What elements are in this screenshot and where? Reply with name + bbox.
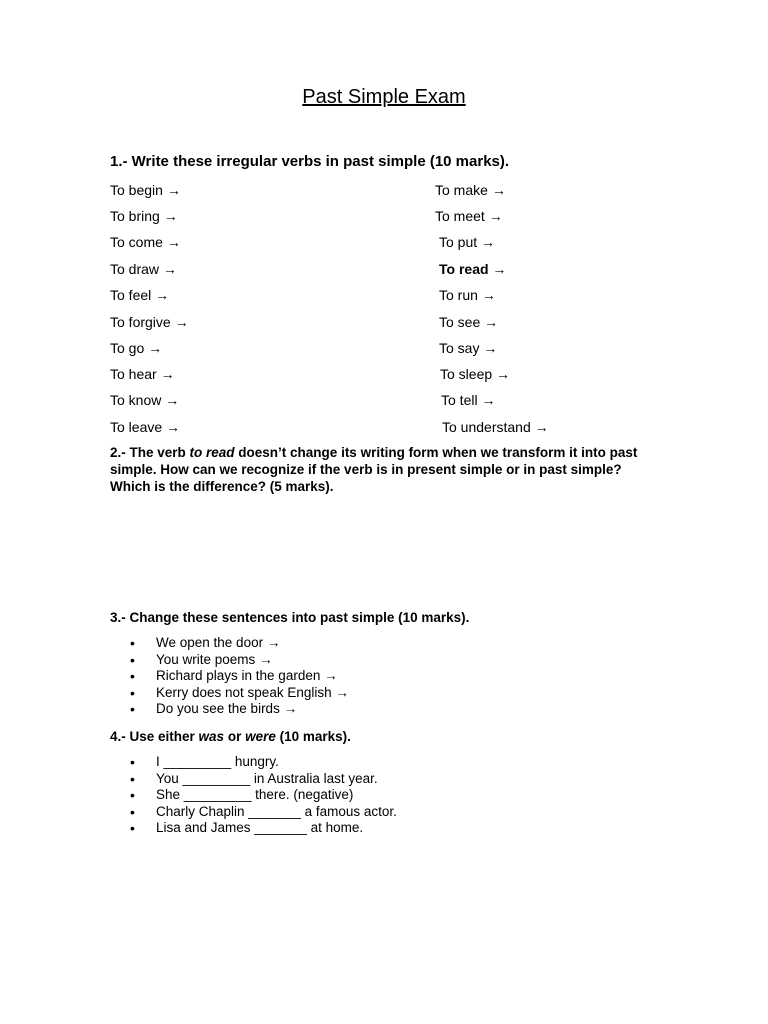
list-item: • We open the door → [110,635,349,652]
verb-right-7: To say → [439,340,498,356]
verb-right-4: To read → [439,261,507,277]
list-item: • Do you see the birds → [110,701,349,718]
list-item: • She _________ there. (negative) [110,787,397,804]
arrow-icon: → [484,314,499,330]
verb-left-1: To begin → [110,182,181,198]
arrow-icon: → [481,392,496,408]
arrow-icon: → [492,261,507,277]
question-4-heading: 4.- Use either was or were (10 marks). [110,729,351,744]
verb-left-8: To hear → [110,366,175,382]
arrow-icon: → [160,366,175,382]
verb-right-6: To see → [439,314,499,330]
verb-right-3: To put → [439,234,496,250]
arrow-icon: → [481,234,496,250]
list-item: • I _________ hungry. [110,754,397,771]
verb-right-5: To run → [439,287,496,303]
arrow-icon: → [266,635,281,650]
verb-left-9: To know → [110,392,180,408]
arrow-icon: → [163,208,178,224]
arrow-icon: → [166,419,181,435]
verb-right-10: To understand → [442,419,549,435]
arrow-icon: → [148,340,163,356]
list-item: • Kerry does not speak English → [110,685,349,702]
arrow-icon: → [324,668,338,684]
arrow-icon: → [335,684,349,700]
arrow-icon: → [259,651,273,667]
arrow-icon: → [166,234,181,250]
arrow-icon: → [488,208,503,224]
arrow-icon: → [165,392,180,408]
verb-left-5: To feel → [110,287,170,303]
arrow-icon: → [283,701,298,717]
question-1-heading: 1.- Write these irregular verbs in past simple (10 marks). [110,153,510,170]
verb-right-2: To meet → [435,208,503,224]
verb-left-4: To draw → [110,261,177,277]
verb-right-1: To make → [435,182,506,198]
list-item: • You write poems → [110,652,349,669]
question-2: 2.- The verb to read doesn’t change its writing form when we transform it into past simple. How can we recognize if the verb is in present simple or in past simple? Which is the difference? (5 marks). [110,445,638,494]
verb-left-2: To bring → [110,208,178,224]
verb-left-6: To forgive → [110,314,189,330]
arrow-icon: → [491,182,506,198]
arrow-icon: → [155,287,170,303]
verb-right-8: To sleep → [440,366,511,382]
verb-left-3: To come → [110,234,181,250]
verb-left-7: To go → [110,340,163,356]
question-2-verb: to read [189,445,235,460]
arrow-icon: → [534,419,549,435]
arrow-icon: → [162,261,177,277]
question-3-heading: 3.- Change these sentences into past simple (10 marks). [110,610,470,625]
arrow-icon: → [496,366,511,382]
arrow-icon: → [481,287,496,303]
list-item: • You _________ in Australia last year. [110,771,397,788]
arrow-icon: → [166,182,181,198]
list-item: • Richard plays in the garden → [110,668,349,685]
verb-left-10: To leave → [110,419,181,435]
question-4-list [110,754,397,837]
question-3-list [110,635,349,718]
page-title: Past Simple Exam [302,86,466,108]
list-item: • Lisa and James _______ at home. [110,820,397,837]
list-item: • Charly Chaplin _______ a famous actor. [110,804,397,821]
arrow-icon: → [174,314,189,330]
verb-right-9: To tell → [441,392,496,408]
arrow-icon: → [483,340,498,356]
